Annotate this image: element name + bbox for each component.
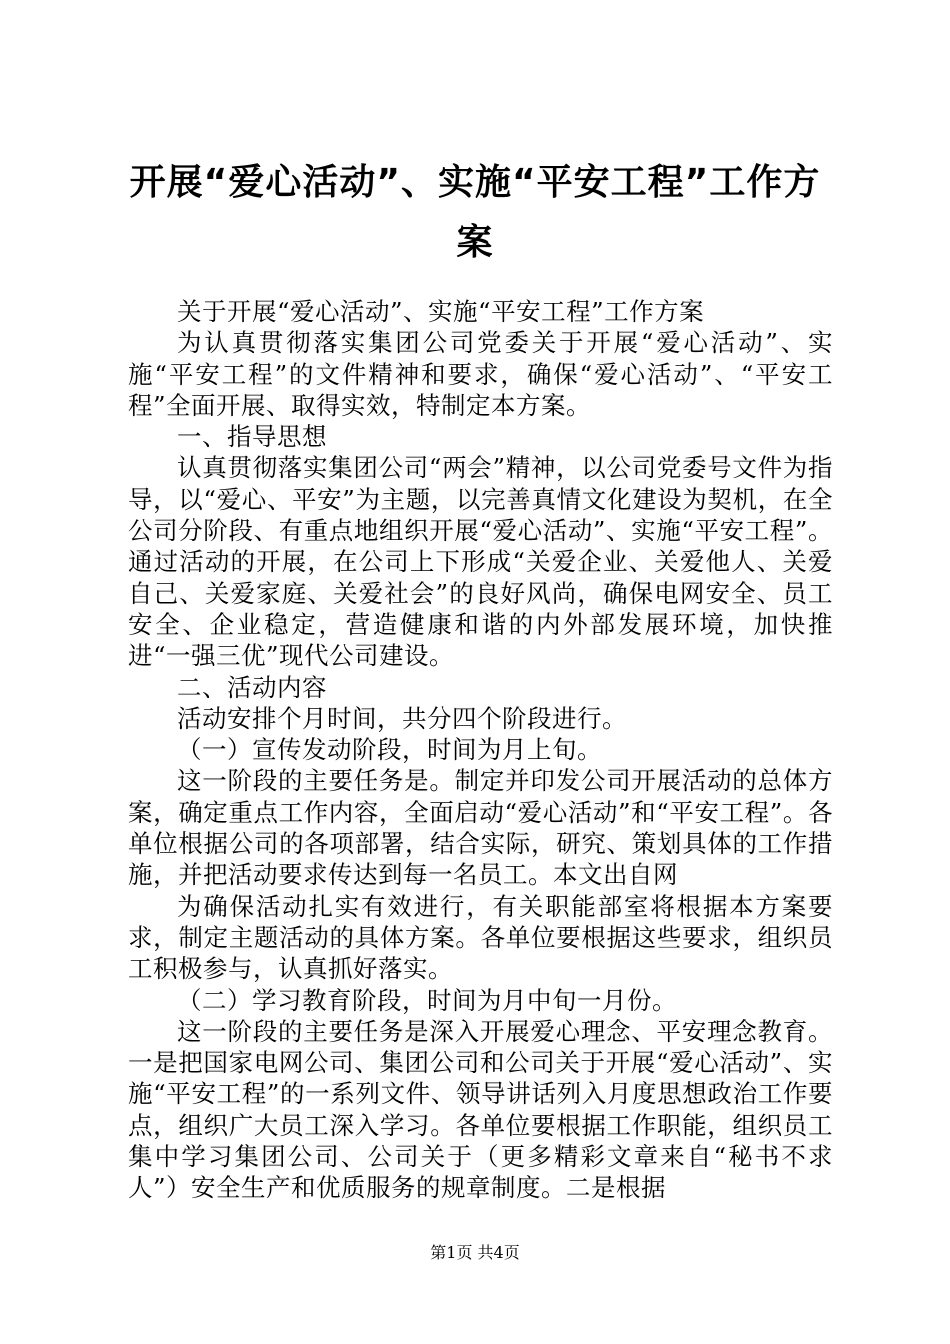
subheading-stage-2: （二）学习教育阶段，时间为月中旬一月份。 (177, 985, 677, 1015)
paragraph-stage-1-tasks: 这一阶段的主要任务是。制定并印发公司开展活动的总体方案，确定重点工作内容，全面启动“爱心活动”和“平安工程”。各单位根据公司的各项部署，结合实际，研究、策划具体的工作措施，并把活动要求传达到每一名员工。本文出自网 (128, 766, 833, 890)
document-title: 开展“爱心活动”、实施“平安工程”工作方 (129, 162, 821, 203)
document-body (128, 296, 833, 1204)
paragraph-schedule: 活动安排个月时间，共分四个阶段进行。 (177, 703, 627, 733)
section-heading-activity-content: 二、活动内容 (177, 672, 327, 702)
paragraph-intro: 为认真贯彻落实集团公司党委关于开展“爱心活动”、实施“平安工程”的文件精神和要求，确保“爱心活动”、“平安工程”全面开展、取得实效，特制定本方案。 (128, 328, 833, 420)
document-title-continued: 案 (456, 222, 494, 263)
section-heading-guiding-ideology: 一、指导思想 (177, 422, 327, 452)
subheading-stage-1: （一）宣传发动阶段，时间为月上旬。 (177, 735, 602, 765)
paragraph-guiding-ideology: 认真贯彻落实集团公司“两会”精神，以公司党委号文件为指导，以“爱心、平安”为主题，以完善真情文化建设为契机，在全公司分阶段、有重点地组织开展“爱心活动”、实施“平安工程”。通过活动的开展，在公司上下形成“关爱企业、关爱他人、关爱自己、关爱家庭、关爱社会”的良好风尚，确保电网安全、员工安全、企业稳定，营造健康和谐的内外部发展环境，加快推进“一强三优”现代公司建设。 (128, 453, 833, 671)
paragraph-stage-1-measures: 为确保活动扎实有效进行，有关职能部室将根据本方案要求，制定主题活动的具体方案。各单位要根据这些要求，组织员工积极参与，认真抓好落实。 (128, 891, 833, 984)
paragraph-subtitle: 关于开展“爱心活动”、实施“平安工程”工作方案 (177, 297, 705, 326)
page-number-footer: 第1页 共4页 (430, 1243, 520, 1262)
paragraph-stage-2-tasks: 这一阶段的主要任务是深入开展爱心理念、平安理念教育。一是把国家电网公司、集团公司和公司关于开展“爱心活动”、实施“平安工程”的一系列文件、领导讲话列入月度思想政治工作要点，组织广大员工深入学习。各单位要根据工作职能，组织员工集中学习集团公司、公司关于（更多精彩文章来自“秘书不求人”）安全生产和优质服务的规章制度。二是根据 (128, 1016, 833, 1203)
